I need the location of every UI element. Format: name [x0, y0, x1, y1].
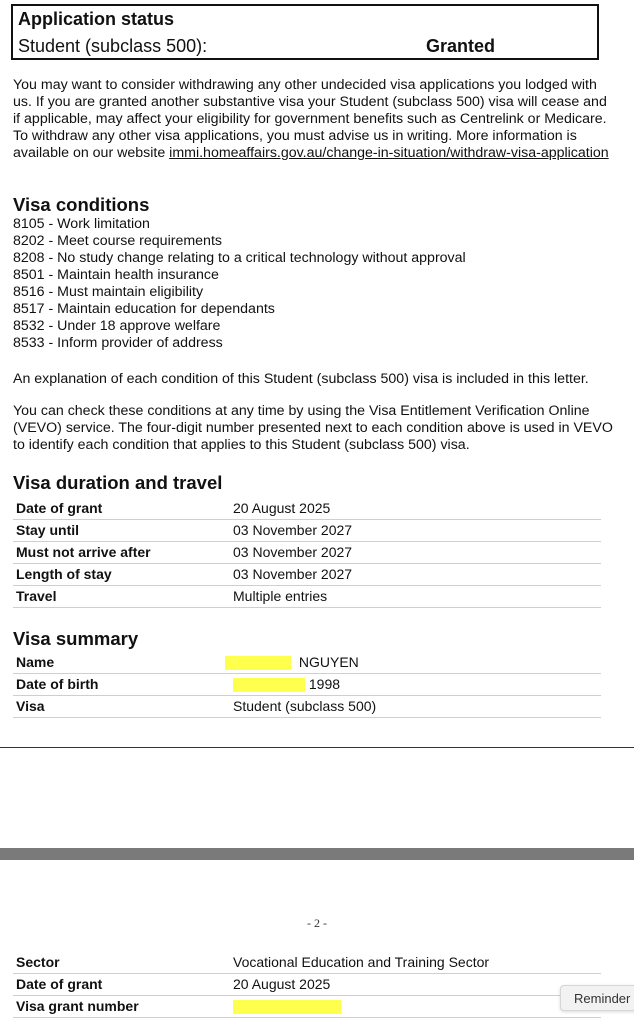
visa-summary-heading: Visa summary	[13, 628, 139, 649]
condition-item: 8501 - Maintain health insurance	[13, 267, 219, 283]
withdraw-advice-text: You may want to consider withdrawing any other undecided visa applications you lodged with us. If you are granted another substantive visa your Student (subclass 500) visa will cease and if applicable, may affect your eligibility for government benefits such as Centrelink or Medicare. To withdraw any other visa applications, you must advise us in writing. More information is available on our website	[13, 77, 607, 161]
row-label: Visa	[16, 698, 45, 714]
duration-row	[13, 585, 601, 608]
page-bottom-edge	[0, 747, 634, 748]
condition-item: 8533 - Inform provider of address	[13, 335, 223, 351]
status-result: Granted	[426, 36, 496, 56]
row-value: 20 August 2025	[233, 500, 331, 516]
row-value	[233, 676, 340, 692]
withdraw-advice-paragraph	[13, 77, 613, 162]
subclass-label: Student (subclass 500):	[18, 36, 208, 56]
row-label: Length of stay	[16, 566, 112, 582]
condition-item: 8532 - Under 18 approve welfare	[13, 318, 221, 334]
condition-item: 8517 - Maintain education for dependants	[13, 301, 275, 317]
row-label: Travel	[16, 588, 57, 604]
row-value: 03 November 2027	[233, 566, 353, 582]
reminder-button[interactable]: Reminder	[560, 985, 634, 1011]
row-value: 03 November 2027	[233, 544, 353, 560]
row-label: Date of birth	[16, 676, 99, 692]
row-label: Sector	[16, 954, 60, 970]
visa-conditions-heading: Visa conditions	[13, 194, 150, 215]
row-value: 20 August 2025	[233, 976, 331, 992]
redaction-highlight	[225, 656, 291, 670]
row-value	[225, 654, 359, 670]
summary-row-dob	[13, 673, 601, 696]
row-value: 03 November 2027	[233, 522, 353, 538]
row-value: Vocational Education and Training Sector	[233, 954, 490, 970]
application-status-title: Application status	[18, 9, 175, 29]
condition-item: 8202 - Meet course requirements	[13, 233, 222, 249]
row-label: Date of grant	[16, 976, 103, 992]
page-number: - 2 -	[307, 916, 327, 930]
row-value: Student (subclass 500)	[233, 698, 377, 714]
row-label: Name	[16, 654, 55, 670]
condition-item: 8516 - Must maintain eligibility	[13, 284, 204, 300]
row-label: Stay until	[16, 522, 80, 538]
visa-conditions-list	[13, 216, 466, 352]
sector-row	[13, 951, 601, 974]
row-label: Date of grant	[16, 500, 103, 516]
redaction-highlight	[233, 1000, 341, 1014]
duration-row	[13, 519, 601, 542]
grant-number-row	[13, 995, 601, 1018]
row-value: Multiple entries	[233, 588, 328, 604]
duration-row	[13, 563, 601, 586]
duration-row	[13, 541, 601, 564]
condition-item: 8105 - Work limitation	[13, 216, 150, 232]
condition-item: 8208 - No study change relating to a critical technology without approval	[13, 250, 466, 266]
summary-row-visa	[13, 695, 601, 718]
application-status-box	[11, 4, 599, 60]
row-value	[233, 998, 341, 1014]
visa-duration-heading: Visa duration and travel	[13, 472, 223, 493]
surname-text: NGUYEN	[298, 654, 359, 670]
grant-date-row	[13, 973, 601, 996]
duration-row	[13, 497, 601, 520]
row-label: Visa grant number	[16, 998, 139, 1014]
vevo-note: You can check these conditions at any time by using the Visa Entitlement Verification Online (VEVO) service. The four-digit number presented next to each condition above is used in VEVO to identify each condition that applies to this Student (subclass 500) visa.	[13, 403, 613, 453]
birth-year-text: 1998	[308, 676, 341, 692]
redaction-highlight	[233, 678, 305, 692]
row-label: Must not arrive after	[16, 544, 151, 560]
conditions-explanation: An explanation of each condition of this Student (subclass 500) visa is included in this letter.	[13, 371, 589, 387]
page-separator	[0, 848, 634, 860]
summary-row-name	[13, 651, 601, 674]
website-link[interactable]: immi.homeaffairs.gov.au/change-in-situation/withdraw-visa-application	[169, 145, 609, 161]
